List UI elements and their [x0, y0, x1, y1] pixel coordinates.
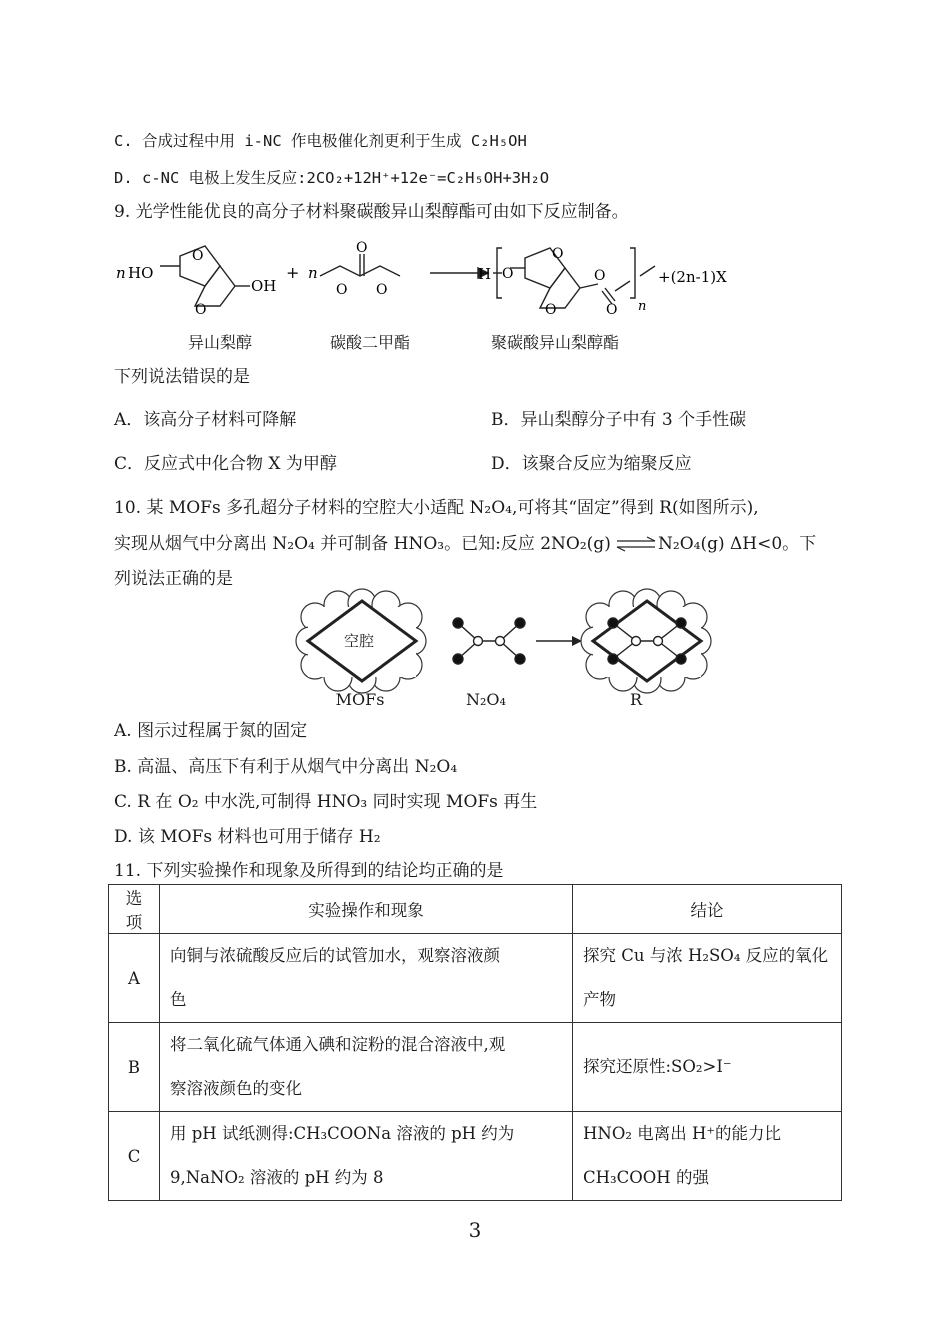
q9-product-h: H	[478, 265, 492, 283]
header-operation: 实验操作和现象	[160, 885, 573, 934]
row-con-line: HNO₂ 电离出 H⁺的能力比	[583, 1124, 782, 1143]
q9-reactant1-ho: HO	[128, 264, 154, 282]
q9-label-polymer: 聚碳酸异山梨醇酯	[490, 333, 619, 352]
q11-stem: 11. 下列实验操作和现象及所得到的结论均正确的是	[114, 861, 504, 881]
q9-reactant2-prefix: n	[308, 264, 318, 282]
q10-stem-line2-b: N₂O₄(g) ΔH<0。下	[658, 534, 817, 554]
row-con-line: CH₃COOH 的强	[583, 1168, 709, 1187]
q9-byproduct: +(2n-1)X	[658, 268, 727, 286]
q10-stem-line1: 10. 某 MOFs 多孔超分子材料的空腔大小适配 N₂O₄,可将其“固定”得到 R(如图所示),	[114, 498, 759, 518]
table-header-row	[109, 885, 842, 934]
q10-stem-line3: 列说法正确的是	[114, 569, 233, 589]
page-number: 3	[468, 1218, 482, 1242]
prev-option-d: D. c-NC 电极上发生反应:2CO₂+12H⁺+12e⁻=C₂H₅OH+3H₂O	[114, 169, 550, 187]
equilibrium-arrow-icon	[617, 537, 657, 551]
q10-option-d: D. 该 MOFs 材料也可用于储存 H₂	[114, 827, 381, 847]
svg-text:O: O	[195, 302, 207, 318]
q9-plus: +	[286, 263, 300, 282]
q10-option-b: B. 高温、高压下有利于从烟气中分离出 N₂O₄	[114, 757, 458, 777]
q10-stem-line2-a: 实现从烟气中分离出 N₂O₄ 并可制备 HNO₃。已知:反应 2NO₂(g)	[114, 534, 611, 554]
row-option: A	[109, 934, 160, 1023]
svg-text:O: O	[502, 266, 514, 282]
q9-reaction-scheme	[110, 236, 770, 326]
row-conclusion	[573, 1112, 842, 1201]
q9-option-c: C．反应式中化合物 X 为甲醇	[114, 454, 337, 474]
table-row	[109, 1112, 842, 1201]
header-option: 选项	[109, 885, 160, 934]
q10-label-r: R	[629, 690, 643, 709]
q9-option-a: A．该高分子材料可降解	[114, 410, 297, 430]
svg-text:O: O	[545, 302, 557, 318]
prev-option-c: C. 合成过程中用 i-NC 作电极催化剂更利于生成 C₂H₅OH	[114, 132, 527, 150]
svg-text:O: O	[606, 302, 618, 318]
q9-prompt: 下列说法错误的是	[114, 367, 250, 387]
q9-option-b: B．异山梨醇分子中有 3 个手性碳	[491, 410, 747, 430]
row-conclusion	[573, 1023, 842, 1112]
row-con-line: 探究还原性:SO₂>I⁻	[583, 1057, 732, 1076]
row-con-line: 探究 Cu 与浓 H₂SO₄ 反应的氧化	[583, 946, 829, 965]
row-op-line: 将二氧化硫气体通入碘和淀粉的混合溶液中,观	[170, 1035, 506, 1054]
svg-text:O: O	[192, 248, 204, 264]
row-op-line: 9,NaNO₂ 溶液的 pH 约为 8	[170, 1168, 384, 1187]
q10-option-a: A. 图示过程属于氮的固定	[114, 721, 308, 741]
q9-option-d: D．该聚合反应为缩聚反应	[491, 454, 692, 474]
header-conclusion: 结论	[573, 885, 842, 934]
row-op-line: 用 pH 试纸测得:CH₃COONa 溶液的 pH 约为	[170, 1124, 515, 1143]
q10-label-n2o4: N₂O₄	[466, 690, 506, 709]
q9-reactant1-prefix: n	[116, 264, 126, 282]
svg-text:O: O	[336, 282, 348, 298]
q9-product-n: n	[638, 299, 647, 314]
row-conclusion	[573, 934, 842, 1023]
svg-text:O: O	[552, 246, 564, 262]
row-operation	[160, 1112, 573, 1201]
q9-stem: 9. 光学性能优良的高分子材料聚碳酸异山梨醇酯可由如下反应制备。	[114, 202, 629, 222]
table-row	[109, 934, 842, 1023]
row-op-line: 向铜与浓硫酸反应后的试管加水，观察溶液颜	[170, 946, 500, 965]
q10-figure	[300, 595, 700, 695]
svg-text:O: O	[594, 268, 606, 284]
row-op-line: 色	[170, 990, 187, 1009]
row-option: B	[109, 1023, 160, 1112]
row-con-line: 产物	[583, 990, 616, 1009]
row-operation	[160, 934, 573, 1023]
row-op-line: 察溶液颜色的变化	[170, 1079, 302, 1098]
q9-label-isosorbide: 异山梨醇	[187, 333, 252, 352]
svg-text:O: O	[376, 282, 388, 298]
q10-option-c: C. R 在 O₂ 中水洗,可制得 HNO₃ 同时实现 MOFs 再生	[114, 792, 538, 812]
row-option: C	[109, 1112, 160, 1201]
q10-cavity-label: 空腔	[344, 632, 375, 650]
q10-label-mofs: MOFs	[335, 690, 385, 709]
row-operation	[160, 1023, 573, 1112]
q11-table	[108, 884, 842, 1201]
table-row	[109, 1023, 842, 1112]
svg-text:O: O	[356, 240, 368, 256]
q9-label-dimethyl-carbonate: 碳酸二甲酯	[329, 333, 410, 352]
q9-reactant1-oh: OH	[251, 277, 277, 295]
